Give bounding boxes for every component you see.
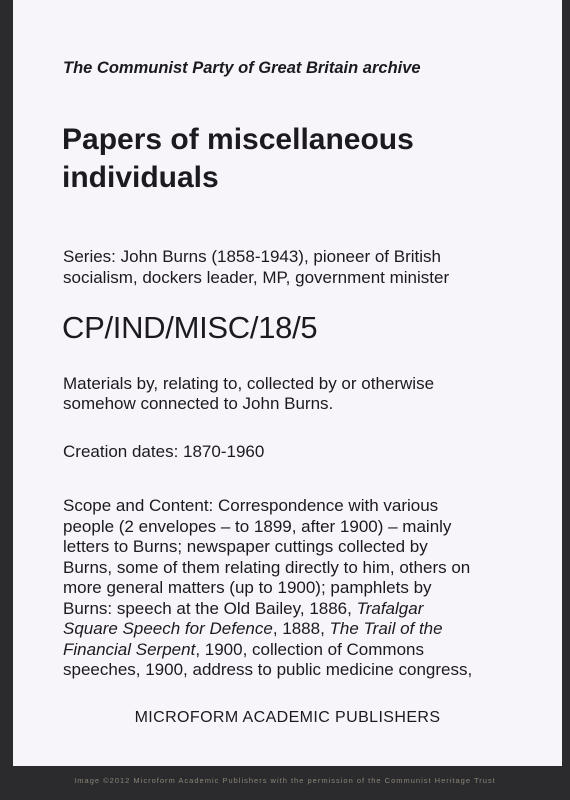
scope-and-content (63, 496, 543, 681)
pamphlet-title: Trafalgar (356, 598, 424, 618)
scope-text: Burns: speech at the Old Bailey, 1886, (63, 598, 357, 618)
archive-header: The Communist Party of Great Britain archive (63, 59, 421, 77)
scope-line: more general matters (up to 1900); pamphlets by (63, 578, 432, 597)
scope-line (63, 640, 543, 661)
series-line: Series: John Burns (1858-1943), pioneer of British (63, 247, 441, 266)
title-line: Papers of miscellaneous (62, 123, 414, 156)
document-page (13, 0, 562, 766)
series-line: socialism, dockers leader, MP, government minister (63, 268, 450, 287)
materials-description (63, 374, 533, 414)
pamphlet-title: The Trail of the (329, 619, 443, 638)
document-title (62, 121, 532, 197)
scope-line: speeches, 1900, address to public medicine congress, (63, 660, 473, 679)
pamphlet-title: Financial Serpent (63, 639, 196, 659)
series-description (63, 246, 533, 288)
scope-line (63, 599, 543, 620)
scope-line: Burns, some of them relating directly to him, others on (63, 557, 471, 577)
scope-line: Scope and Content: Correspondence with various (63, 496, 439, 515)
scope-text: , 1888, (272, 619, 330, 638)
title-line: individuals (62, 161, 219, 194)
creation-dates: Creation dates: 1870-1960 (63, 442, 265, 461)
materials-line: Materials by, relating to, collected by or otherwise (63, 374, 435, 393)
scope-text: , 1900, collection of Commons (195, 639, 424, 659)
scope-line (63, 619, 543, 640)
scope-line: letters to Burns; newspaper cuttings collected by (63, 537, 428, 556)
image-credit: Image ©2012 Microform Academic Publishers with the permission of the Communist Heritage Trust (74, 776, 496, 785)
pamphlet-title: Square Speech for Defence (63, 619, 273, 638)
reference-code: CP/IND/MISC/18/5 (62, 310, 318, 345)
scope-line: people (2 envelopes – to 1899, after 1900) – mainly (63, 516, 452, 536)
materials-line: somehow connected to John Burns. (63, 394, 334, 413)
publisher-name: MICROFORM ACADEMIC PUBLISHERS (134, 709, 441, 726)
